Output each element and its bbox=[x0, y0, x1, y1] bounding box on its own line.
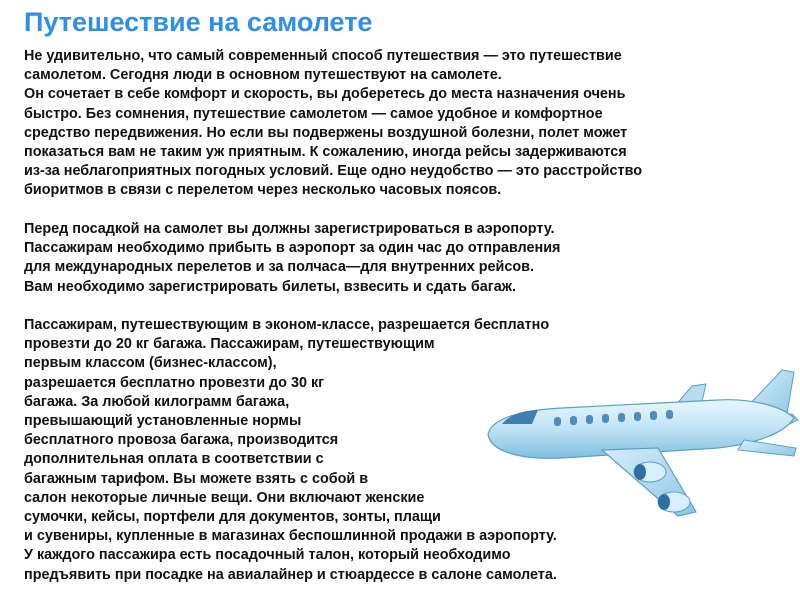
page-title: Путешествие на самолете bbox=[24, 7, 373, 37]
text-line: средство передвижения. Но если вы подвержены воздушной болезни, полет может bbox=[24, 124, 628, 141]
text-line: быстро. Без сомнения, путешествие самолетом — самое удобное и комфортное bbox=[24, 105, 603, 122]
text-line: У каждого пассажира есть посадочный талон, который необходимо bbox=[24, 547, 511, 564]
text-line: Пассажирам необходимо прибыть в аэропорт за один час до отправления bbox=[24, 240, 561, 257]
text-line: сумочки, кейсы, портфели для документов, зонты, плащи bbox=[24, 509, 441, 526]
text-line: показаться вам не таким уж приятным. К сожалению, иногда рейсы задерживаются bbox=[24, 144, 627, 161]
text-line: салон некоторые личные вещи. Они включают женские bbox=[24, 489, 425, 506]
text-line: первым классом (бизнес-классом), bbox=[24, 355, 277, 372]
text-line: Вам необходимо зарегистрировать билеты, взвесить и сдать багаж. bbox=[24, 278, 516, 295]
airplane-icon bbox=[482, 362, 800, 532]
text-line: Не удивительно, что самый современный способ путешествия — это путешествие bbox=[24, 48, 622, 64]
text-line: провезти до 20 кг багажа. Пассажирам, путешествующим bbox=[24, 336, 435, 353]
text-line: багажным тарифом. Вы можете взять с собой в bbox=[24, 470, 369, 487]
text-line: разрешается бесплатно провезти до 30 кг bbox=[24, 374, 325, 391]
paragraph-checkin bbox=[24, 220, 560, 297]
text-line: из-за неблагоприятных погодных условий. Еще одно неудобство — это расстройство bbox=[24, 163, 643, 180]
text-line: Пассажирам, путешествующим в эконом-классе, разрешается бесплатно bbox=[24, 317, 550, 333]
paragraph-intro bbox=[24, 47, 642, 201]
text-line: Перед посадкой на самолет вы должны зарегистрироваться в аэропорту. bbox=[24, 221, 555, 237]
text-line: превышающий установленные нормы bbox=[24, 413, 302, 430]
text-line: бесплатного провоза багажа, производится bbox=[24, 432, 339, 449]
text-line: и сувениры, купленные в магазинах беспошлинной продажи в аэропорту. bbox=[24, 528, 557, 545]
text-line: самолетом. Сегодня люди в основном путешествуют на самолете. bbox=[24, 67, 502, 84]
text-line: для международных перелетов и за полчаса—для внутренних рейсов. bbox=[24, 259, 534, 276]
text-line: багажа. За любой килограмм багажа, bbox=[24, 393, 290, 410]
text-line: предъявить при посадке на авиалайнер и стюардессе в салоне самолета. bbox=[24, 566, 557, 583]
text-line: дополнительная оплата в соответствии с bbox=[24, 451, 324, 468]
text-line: Он сочетает в себе комфорт и скорость, вы доберетесь до места назначения очень bbox=[24, 86, 626, 103]
text-line: биоритмов в связи с перелетом через несколько часовых поясов. bbox=[24, 182, 502, 199]
paragraph-baggage bbox=[24, 316, 557, 585]
